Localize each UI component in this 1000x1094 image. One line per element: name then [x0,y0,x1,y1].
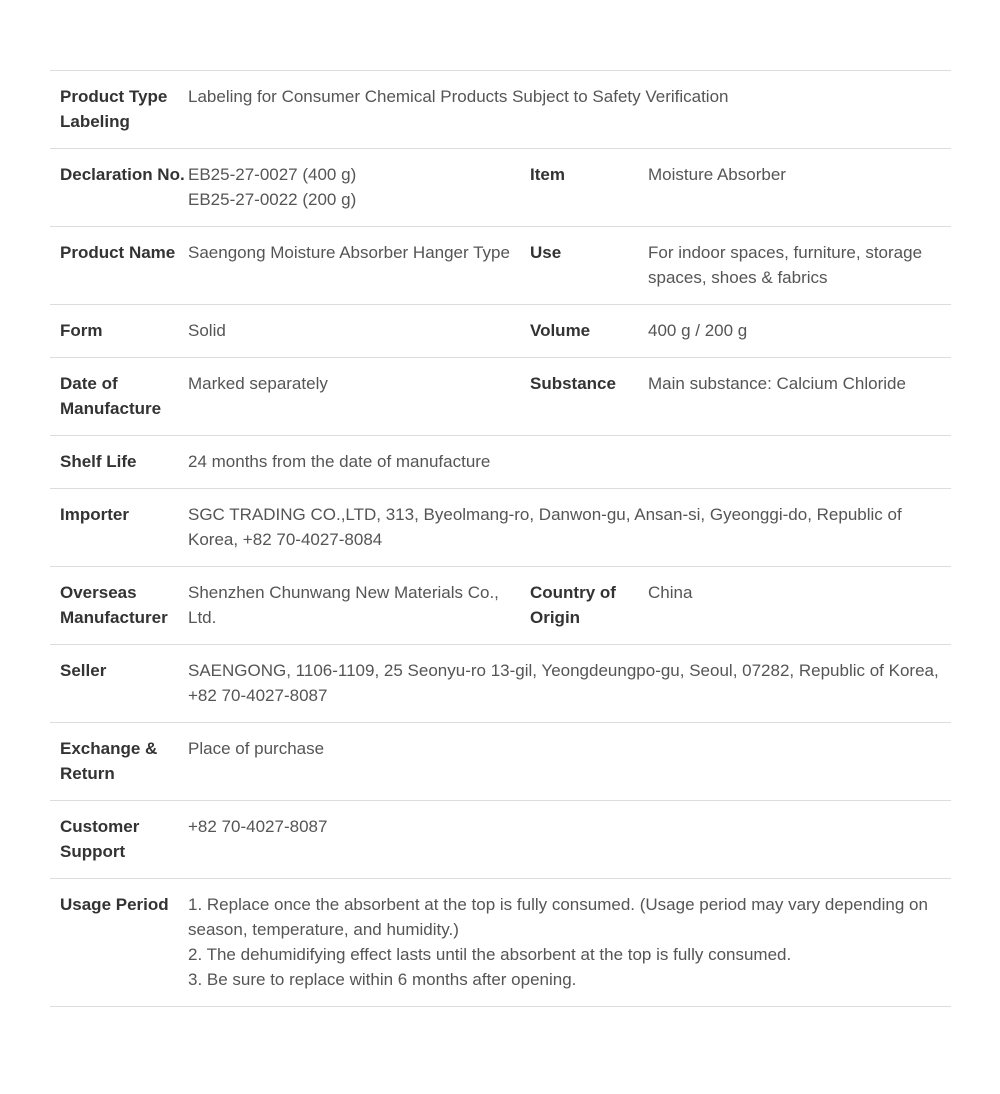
value-importer: SGC TRADING CO.,LTD, 313, Byeolmang-ro, Danwon-gu, Ansan-si, Gyeonggi-do, Republic of Korea, +82 70-4027-8084 [188,505,902,549]
row-date-of-manufacture [50,358,951,436]
value-seller: SAENGONG, 1106-1109, 25 Seonyu-ro 13-gil, Yeongdeungpo-gu, Seoul, 07282, Republic of Korea, +82 70-4027-8087 [188,661,939,705]
label-substance: Substance [530,374,616,393]
label-product-name: Product Name [60,243,176,262]
label-usage-period: Usage Period [60,895,169,914]
label-country-of-origin: Country of Origin [530,583,616,627]
label-use: Use [530,243,562,262]
label-exchange-return: Exchange & Return [60,739,158,783]
label-product-type: Product Type Labeling [60,87,168,131]
row-exchange-return [50,723,951,801]
label-volume: Volume [530,321,591,340]
value-shelf-life: 24 months from the date of manufacture [188,452,491,471]
row-product-name [50,227,951,305]
label-customer-support: Customer Support [60,817,140,861]
declaration-no-200g: EB25-27-0022 (200 g) [188,190,357,209]
value-usage-period [188,879,951,1007]
row-customer-support [50,801,951,879]
label-overseas-manufacturer: Overseas Manufacturer [60,583,168,627]
value-exchange-return: Place of purchase [188,739,325,758]
value-customer-support: +82 70-4027-8087 [188,817,328,836]
label-seller: Seller [60,661,107,680]
label-form: Form [60,321,103,340]
value-declaration-no [188,149,520,227]
label-declaration-no: Declaration No. [60,165,185,184]
value-product-name: Saengong Moisture Absorber Hanger Type [188,243,510,262]
value-item: Moisture Absorber [648,165,786,184]
label-shelf-life: Shelf Life [60,452,137,471]
value-use: For indoor spaces, furniture, storage spaces, shoes & fabrics [648,243,923,287]
product-info-table [50,70,951,1007]
label-date-of-manufacture: Date of Manufacture [60,374,162,418]
declaration-no-400g: EB25-27-0027 (400 g) [188,165,357,184]
label-importer: Importer [60,505,129,524]
row-form [50,305,951,358]
value-overseas-manufacturer: Shenzhen Chunwang New Materials Co., Ltd. [188,583,499,627]
value-date-of-manufacture: Marked separately [188,374,328,393]
value-country-of-origin: China [648,583,693,602]
value-product-type: Labeling for Consumer Chemical Products Subject to Safety Verification [188,87,729,106]
row-overseas-manufacturer [50,567,951,645]
row-shelf-life [50,436,951,489]
row-importer [50,489,951,567]
value-form: Solid [188,321,226,340]
row-seller [50,645,951,723]
value-volume: 400 g / 200 g [648,321,748,340]
row-product-type [50,71,951,149]
label-item: Item [530,165,565,184]
usage-period-item: 3. Be sure to replace within 6 months after opening. [188,970,577,989]
usage-period-item: 2. The dehumidifying effect lasts until the absorbent at the top is fully consumed. [188,945,792,964]
row-declaration [50,149,951,227]
value-substance: Main substance: Calcium Chloride [648,374,906,393]
usage-period-item: 1. Replace once the absorbent at the top is fully consumed. (Usage period may vary depending on season, temperature, and humidity.) [188,895,928,939]
row-usage-period [50,879,951,1007]
